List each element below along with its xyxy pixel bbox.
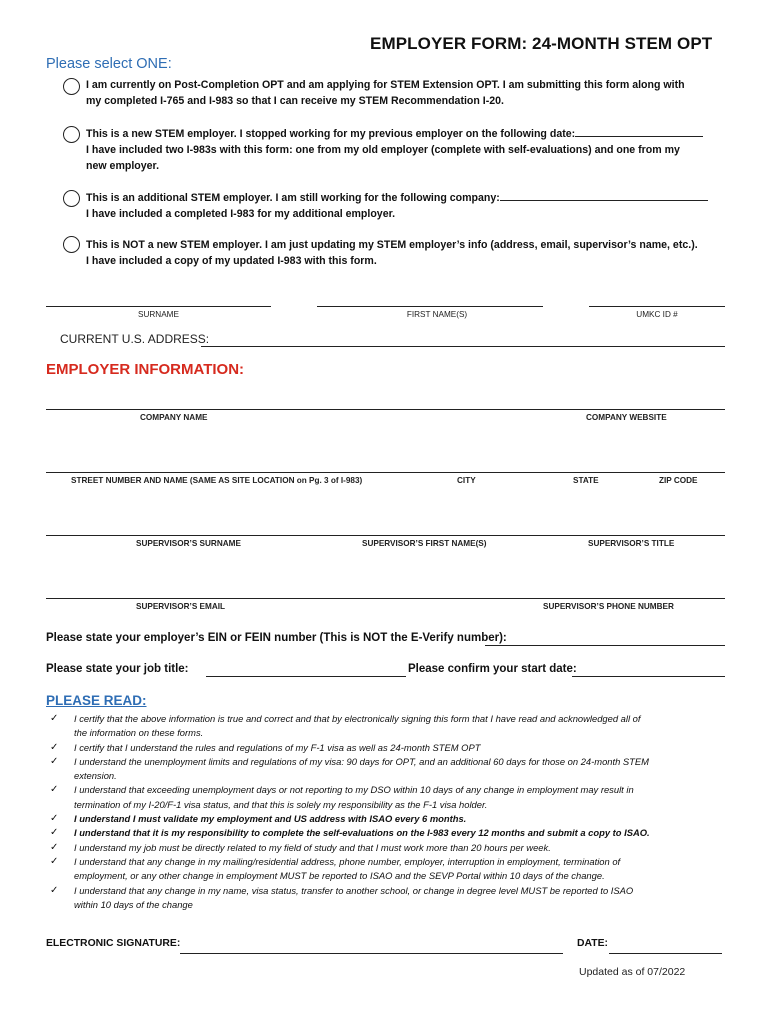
supervisor-phone-label: SUPERVISOR’S PHONE NUMBER (543, 602, 674, 611)
additional-company-field[interactable] (500, 189, 708, 201)
company-name-label: COMPANY NAME (140, 413, 208, 422)
option-2-line-1: This is a new STEM employer. I stopped working for my previous employer on the following date: (86, 125, 726, 142)
read-item: ✓ I understand that it is my responsibility to complete the self-evaluations on the I-983 every 12 months and submit a copy to ISAO. (46, 826, 726, 840)
supervisor-title-label: SUPERVISOR’S TITLE (588, 539, 675, 548)
read-item: ✓ I understand I must validate my employment and US address with ISAO every 6 months. (46, 812, 726, 826)
supervisor-contact-line[interactable] (46, 598, 725, 599)
checkmark-icon: ✓ (50, 784, 59, 796)
first-name-field[interactable] (317, 306, 543, 307)
stop-date-field[interactable] (575, 125, 703, 137)
job-title-question: Please state your job title: (46, 663, 189, 675)
acknowledgement-list (46, 712, 726, 912)
read-item: ✓ I certify that I understand the rules and regulations of my F-1 visa as well as 24-month STEM OPT (46, 741, 726, 755)
form-title: EMPLOYER FORM: 24-MONTH STEM OPT (370, 34, 713, 53)
option-2-line-3: new employer. (86, 160, 160, 172)
street-line[interactable] (46, 472, 725, 473)
signature-date-field[interactable] (609, 953, 722, 954)
signature-field[interactable] (180, 953, 563, 954)
read-item: ✓ I understand that any change in my mailing/residential address, phone number, employer, interruption in employment, termination of employment, or any other change in employment MUST be reported to ISAO and the SEVP Portal within 10 days of the change. (50, 855, 621, 882)
updated-note: Updated as of 07/2022 (579, 966, 686, 978)
checkmark-icon: ✓ (50, 741, 59, 753)
supervisor-email-label: SUPERVISOR’S EMAIL (136, 602, 226, 611)
option-3-line-1: This is an additional STEM employer. I am still working for the following company: (86, 189, 726, 206)
start-date-field[interactable] (572, 676, 725, 677)
option-3-text (86, 189, 726, 222)
umkc-id-field[interactable] (589, 306, 725, 307)
address-field[interactable] (201, 346, 725, 347)
read-item: ✓ I understand my job must be directly related to my field of study and that I must work more than 20 hours per week. (46, 841, 726, 855)
read-item: ✓ I understand that any change in my name, visa status, transfer to another school, or change in degree level MUST be reported to ISAO within 10 days of the change (50, 884, 634, 910)
state-label: STATE (573, 476, 599, 485)
supervisor-first-name-label: SUPERVISOR’S FIRST NAME(S) (362, 539, 487, 548)
checkmark-icon: ✓ (50, 884, 59, 896)
option-1-line-1: I am currently on Post-Completion OPT and am applying for STEM Extension OPT. I am submitting this form along with (86, 79, 685, 91)
checkmark-icon: ✓ (50, 713, 59, 724)
surname-field[interactable] (46, 306, 271, 307)
option-4-text (86, 237, 726, 269)
read-item: ✓ I understand the unemployment limits and regulations of my visa: 90 days for OPT, and an additional 60 days for those on 24-month STEM extension. (50, 755, 649, 782)
radio-option-4[interactable] (63, 236, 80, 253)
read-item: ✓ I certify that the above information is true and correct and that by electronically signing this form that I have read and acknowledged all of the information on these forms. (50, 713, 641, 739)
ein-field[interactable] (485, 645, 725, 646)
street-label: STREET NUMBER AND NAME (SAME AS SITE LOCATION on Pg. 3 of I-983) (71, 476, 363, 485)
radio-option-3[interactable] (63, 190, 80, 207)
city-label: CITY (457, 476, 476, 485)
radio-option-2[interactable] (63, 126, 80, 143)
option-2-line-2: I have included two I-983s with this form: one from my old employer (complete with self-evaluations) and one from my (86, 144, 680, 156)
supervisor-line[interactable] (46, 535, 725, 536)
select-one-label: Please select ONE: (46, 56, 172, 72)
ein-question: Please state your employer’s EIN or FEIN number (This is NOT the E-Verify number): (46, 632, 507, 644)
radio-option-1[interactable] (63, 78, 80, 95)
umkc-id-label: UMKC ID # (636, 310, 678, 319)
option-1-text (86, 77, 726, 109)
checkmark-icon: ✓ (50, 827, 59, 839)
read-item: ✓ I understand that exceeding unemployment days or not reporting to my DSO within 10 days of any change in employment may result in termination of my I-20/F-1 visa status, and that this is solely my responsibility as the F-1 visa holder. (50, 784, 634, 810)
option-1-line-2: my completed I-765 and I-983 so that I can receive my STEM Recommendation I-20. (86, 95, 505, 107)
zip-label: ZIP CODE (659, 476, 698, 485)
company-line[interactable] (46, 409, 725, 410)
job-title-field[interactable] (206, 676, 406, 677)
start-date-question: Please confirm your start date: (408, 663, 577, 675)
employer-info-heading: EMPLOYER INFORMATION: (46, 361, 245, 378)
checkmark-icon: ✓ (50, 841, 59, 853)
checkmark-icon: ✓ (50, 813, 59, 825)
date-label: DATE: (577, 938, 608, 949)
option-3-line-2: I have included a completed I-983 for my additional employer. (86, 208, 396, 220)
checkmark-icon: ✓ (50, 755, 59, 767)
company-website-label: COMPANY WEBSITE (586, 413, 667, 422)
option-4-line-1: This is NOT a new STEM employer. I am just updating my STEM employer’s info (address, email, supervisor’s name, etc.). (86, 239, 698, 251)
please-read-heading: PLEASE READ: (46, 693, 147, 708)
signature-label: ELECTRONIC SIGNATURE: (46, 938, 181, 949)
surname-label: SURNAME (138, 310, 179, 319)
supervisor-surname-label: SUPERVISOR’S SURNAME (136, 539, 241, 548)
checkmark-icon: ✓ (50, 855, 59, 867)
first-name-label: FIRST NAME(S) (406, 310, 468, 319)
address-label: CURRENT U.S. ADDRESS: (60, 332, 210, 346)
option-2-text (86, 125, 726, 174)
option-4-line-2: I have included a copy of my updated I-983 with this form. (86, 255, 377, 267)
